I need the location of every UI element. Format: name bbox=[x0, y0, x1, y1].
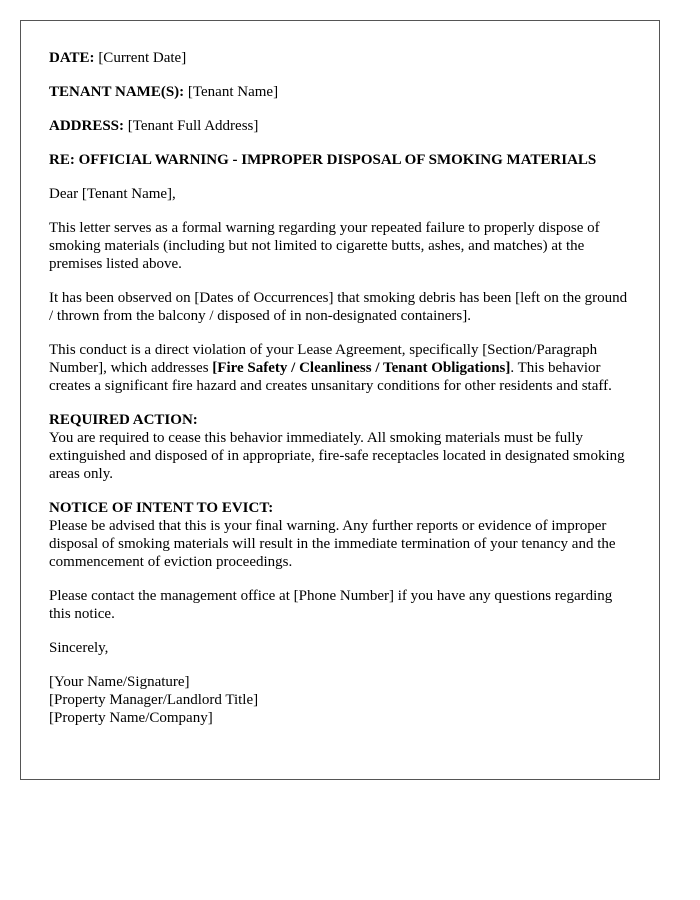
paragraph-contact: Please contact the management office at [Phone Number] if you have any questions regarding this notice. bbox=[49, 588, 613, 622]
required-action-section bbox=[49, 411, 631, 483]
address-value: [Tenant Full Address] bbox=[127, 118, 259, 134]
signature-name: [Your Name/Signature] bbox=[49, 674, 190, 690]
tenant-line bbox=[49, 83, 631, 101]
violation-text-start: This conduct is a direct violation of your Lease Agreement, specifically [Section/Paragraph Number], which addresses bbox=[49, 342, 598, 376]
signature-block bbox=[49, 673, 631, 727]
letter-document bbox=[20, 20, 660, 780]
signature-company: [Property Name/Company] bbox=[49, 710, 213, 726]
date-label: DATE: bbox=[49, 50, 95, 66]
required-action-title: REQUIRED ACTION: bbox=[49, 412, 198, 428]
date-line bbox=[49, 49, 631, 67]
signature-title: [Property Manager/Landlord Title] bbox=[49, 692, 259, 708]
violation-text-end: . This behavior creates a significant fire hazard and creates unsanitary conditions for other residents and staff. bbox=[49, 360, 612, 394]
date-value: [Current Date] bbox=[98, 50, 187, 66]
eviction-notice-section bbox=[49, 499, 631, 571]
salutation: Dear [Tenant Name], bbox=[49, 186, 176, 202]
closing-sincerely: Sincerely, bbox=[49, 640, 109, 656]
paragraph-warning: This letter serves as a formal warning regarding your repeated failure to properly dispose of smoking materials (including but not limited to cigarette butts, ashes, and matches) at the premises listed above. bbox=[49, 220, 600, 272]
tenant-value: [Tenant Name] bbox=[187, 84, 279, 100]
paragraph-violation bbox=[49, 341, 631, 395]
eviction-notice-title: NOTICE OF INTENT TO EVICT: bbox=[49, 500, 274, 516]
tenant-label: TENANT NAME(S): bbox=[49, 84, 185, 100]
eviction-notice-text: Please be advised that this is your final warning. Any further reports or evidence of improper disposal of smoking materials will result in the immediate termination of your tenancy and the commencement of eviction proceedings. bbox=[49, 518, 616, 570]
paragraph-observation: It has been observed on [Dates of Occurrences] that smoking debris has been [left on the ground / thrown from the balcony / disposed of in non-designated containers]. bbox=[49, 290, 628, 324]
violation-clause: [Fire Safety / Cleanliness / Tenant Obligations] bbox=[212, 360, 511, 376]
address-line bbox=[49, 117, 631, 135]
required-action-text: You are required to cease this behavior immediately. All smoking materials must be fully extinguished and disposed of in appropriate, fire-safe receptacles located in designated smoking areas only. bbox=[49, 430, 625, 482]
address-label: ADDRESS: bbox=[49, 118, 125, 134]
subject-line: RE: OFFICIAL WARNING - IMPROPER DISPOSAL OF SMOKING MATERIALS bbox=[49, 152, 597, 168]
